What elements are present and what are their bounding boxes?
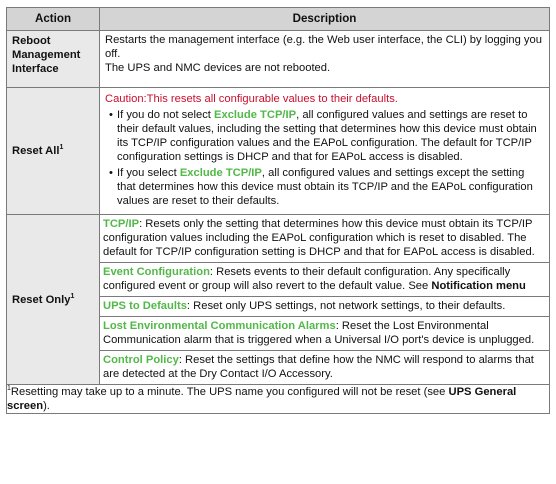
footnote-text: Resetting may take up to a minute. The UPS name you configured will not be reset (see	[10, 386, 449, 398]
footnote-end: ).	[43, 400, 50, 412]
bullet-exclude-selected	[105, 166, 545, 208]
reset-option-control-policy	[100, 351, 549, 384]
bullet-icon: •	[109, 167, 113, 179]
table-row-reset-only	[7, 215, 550, 385]
action-cell-reset-only	[7, 215, 100, 385]
description-cell-reset-all	[100, 88, 550, 215]
action-column-header: Action	[7, 8, 100, 31]
bullet-icon: •	[109, 109, 113, 121]
footnote-marker: 1	[59, 144, 64, 151]
action-cell-reboot: Reboot Management Interface	[7, 31, 100, 88]
bullet2-text: , all configured values and settings except the setting that determines how this device must obtain its TCP/IP and the EAPoL configuration values are reset to their defaults.	[117, 167, 533, 207]
reset-all-label: Reset All	[12, 145, 60, 157]
table-row-reset-all	[7, 88, 550, 215]
control-policy-description: : Reset the settings that define how the NMC will respond to alarms that are detected at the Dry Contact I/O Accessory.	[103, 354, 534, 380]
caution-text: Caution:This resets all configurable values to their defaults.	[105, 93, 398, 105]
reset-only-label: Reset Only	[12, 293, 71, 306]
event-configuration-description: : Resets events to their default configuration. Any specifically configured event or group will also revert to the default value. See	[103, 266, 511, 292]
notification-menu-reference: Notification menu	[431, 280, 526, 292]
action-cell-reset-all	[7, 88, 100, 215]
ups-to-defaults-description: : Reset only UPS settings, not network settings, to their defaults.	[186, 300, 506, 312]
reboot-description: Restarts the management interface (e.g. the Web user interface, the CLI) by logging you off.	[105, 34, 542, 60]
reset-option-lost-env-alarms	[100, 317, 549, 351]
bullet2-prefix: If you select	[117, 167, 180, 179]
footnote-marker: 1	[7, 385, 11, 392]
ups-general-screen-reference: UPS General screen	[7, 386, 517, 412]
control-policy-link[interactable]: Control Policy	[103, 354, 179, 366]
description-column-header: Description	[100, 8, 550, 31]
ups-to-defaults-link[interactable]: UPS to Defaults	[103, 300, 187, 312]
description-cell-reset-only	[100, 215, 550, 385]
tcpip-link[interactable]: TCP/IP	[103, 218, 140, 230]
bullet-exclude-not-selected	[105, 108, 545, 164]
footnote-marker: 1	[70, 292, 75, 300]
description-cell-reboot	[100, 31, 550, 88]
footnote-cell	[7, 385, 550, 414]
bullet1-text: , all configured values and settings are reset to their default values, including the setting that determines how this device must obtain its TCP/IP configuration values and the EAPoL configuration. The default for TCP/IP configuration settings is DHCP and that for EAPoL access is disabled.	[117, 109, 537, 163]
lost-env-alarms-description: : Reset the Lost Environmental Communication alarm that is triggered when a Universal I/O port's device is unplugged.	[103, 320, 535, 346]
reboot-note: The UPS and NMC devices are not rebooted.	[105, 62, 331, 74]
tcpip-description: : Resets only the setting that determines how this device must obtain its TCP/IP configuration values including the EAPoL configuration which is reset to disabled. The default for TCP/IP configuration setting is DHCP and that for EAPoL access is disabled.	[103, 218, 535, 258]
exclude-tcpip-link[interactable]: Exclude TCP/IP	[179, 167, 262, 179]
table-header-row	[7, 8, 550, 31]
exclude-tcpip-link[interactable]: Exclude TCP/IP	[214, 109, 297, 121]
table-footnote-row	[7, 385, 550, 414]
reset-option-ups-defaults	[100, 297, 549, 317]
bullet1-prefix: If you do not select	[117, 109, 215, 121]
table-row-reboot	[7, 31, 550, 88]
lost-env-alarms-link[interactable]: Lost Environmental Communication Alarms	[103, 320, 336, 332]
reset-option-tcpip	[100, 215, 549, 263]
event-configuration-link[interactable]: Event Configuration	[103, 266, 210, 278]
reset-option-event-configuration	[100, 263, 549, 297]
reset-actions-table	[6, 7, 550, 414]
